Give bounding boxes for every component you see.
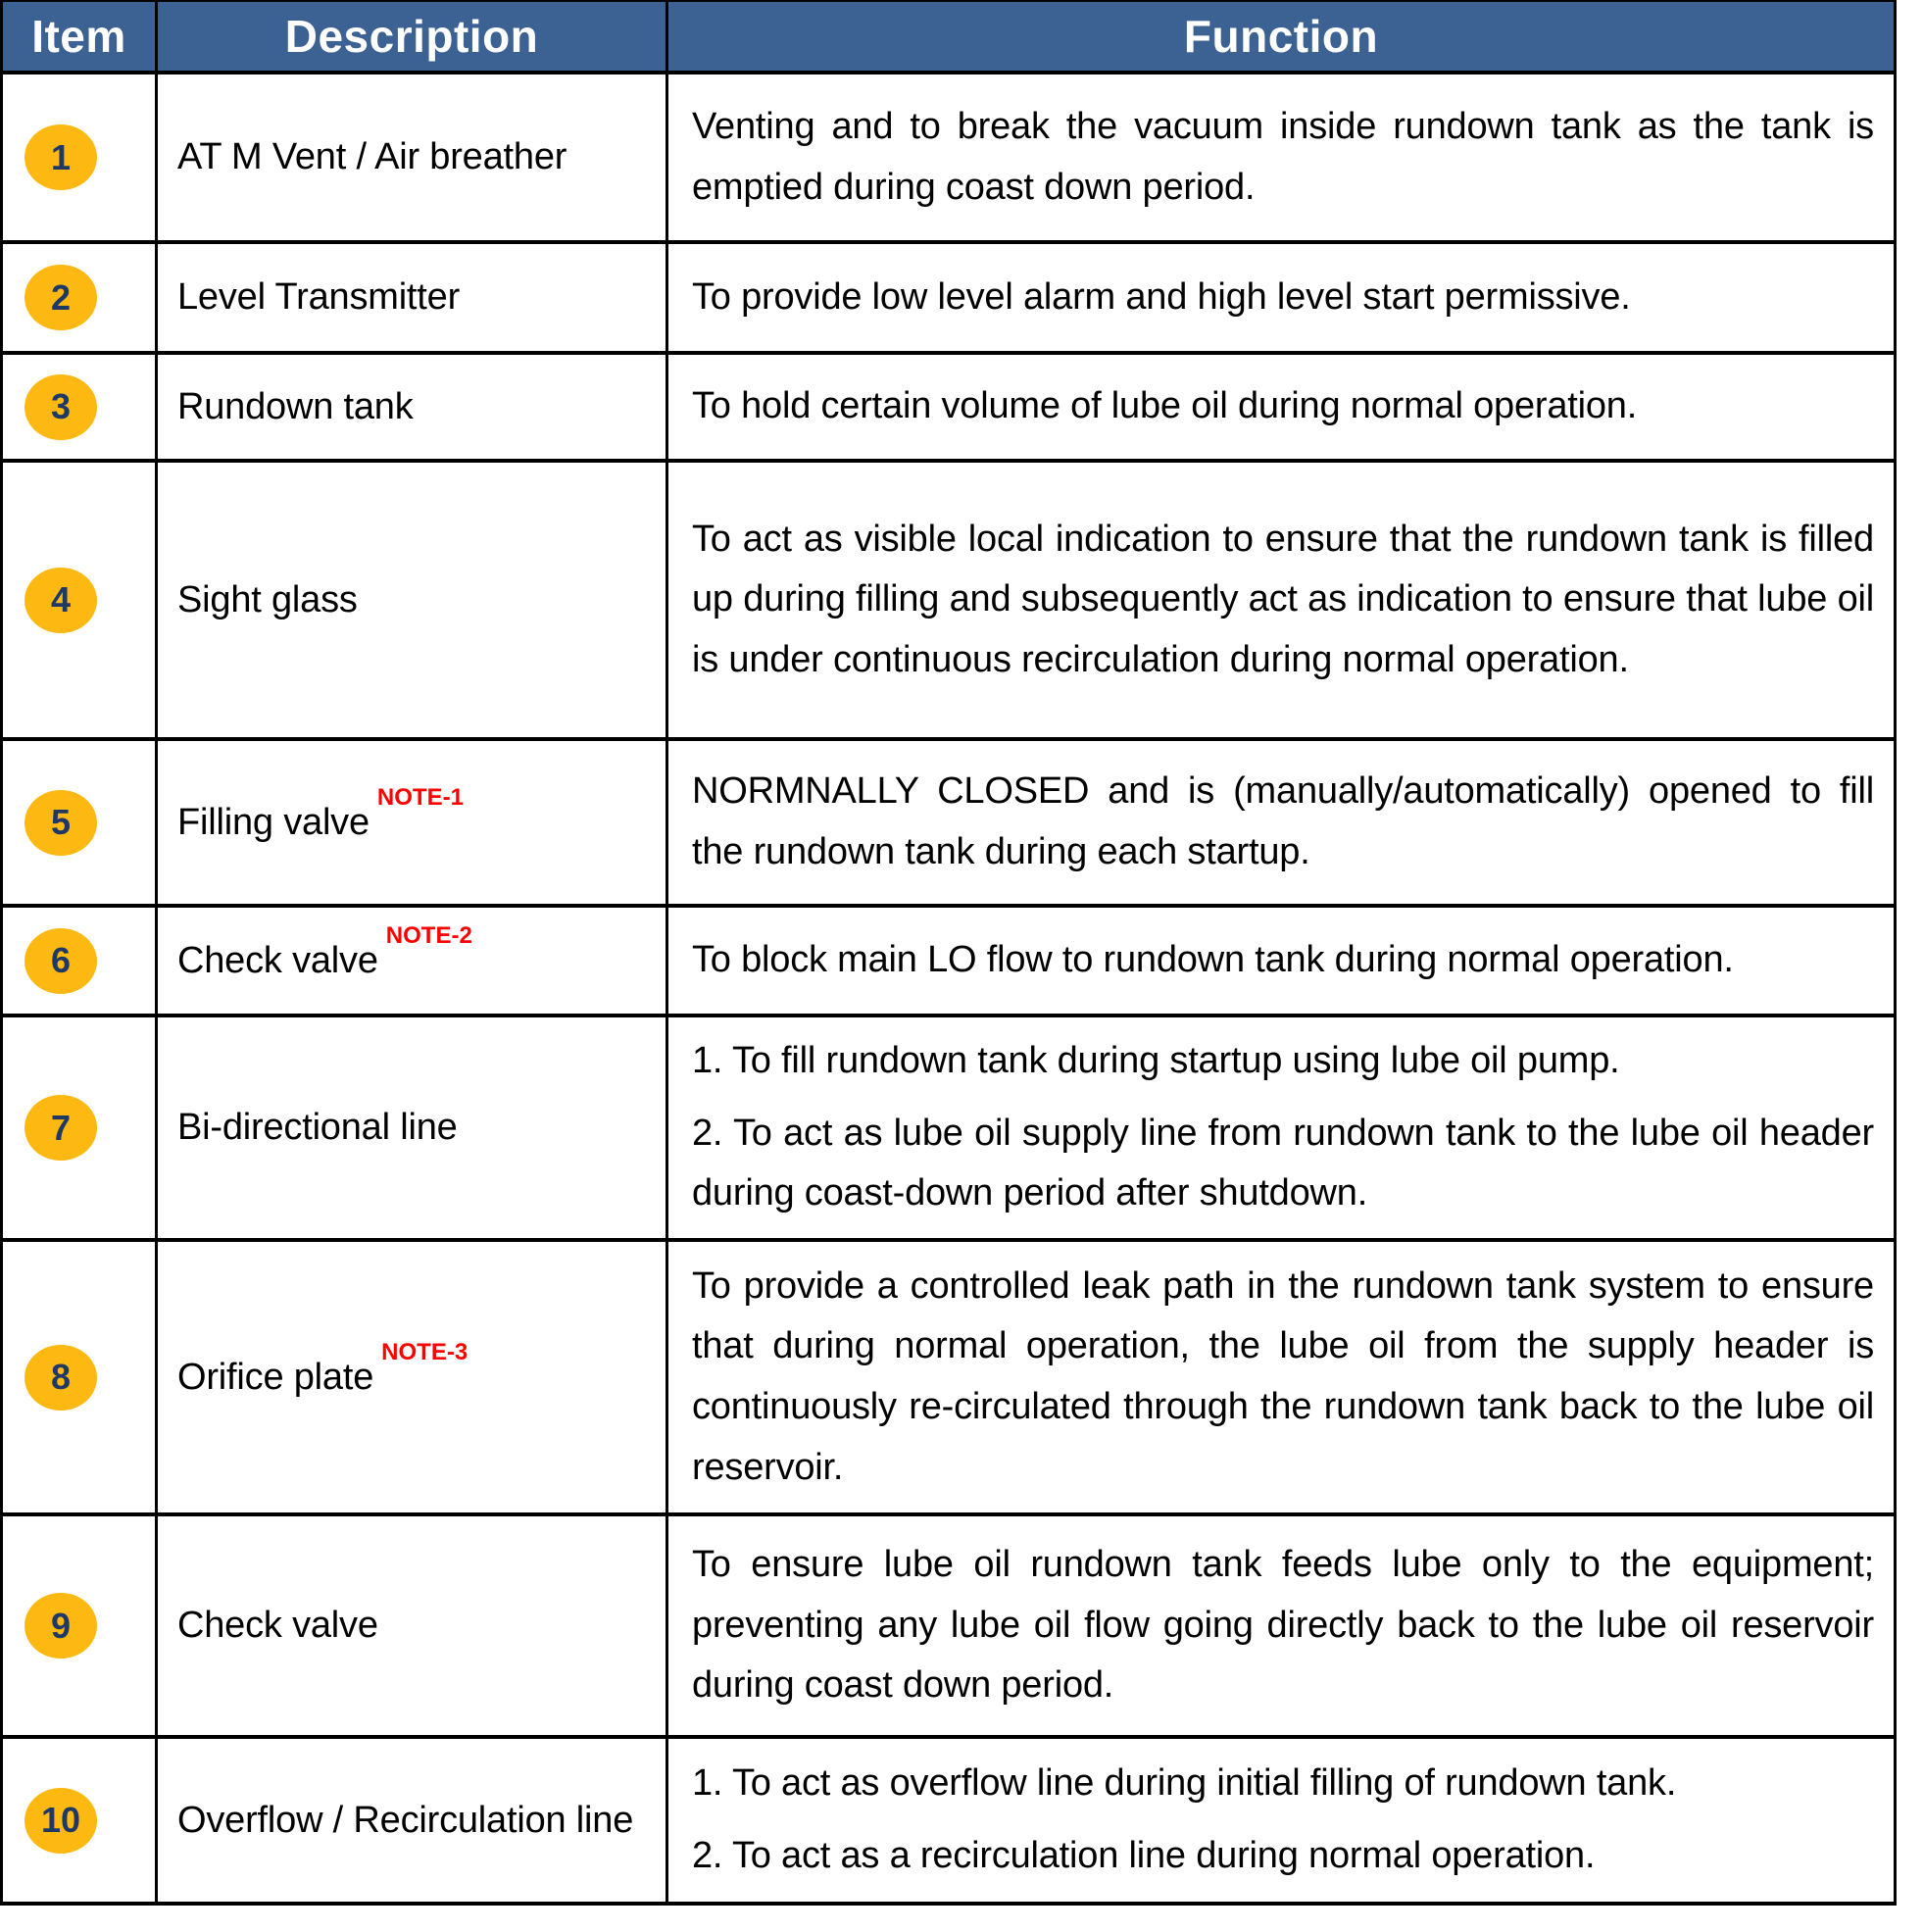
item-number-badge: 1 [25, 124, 97, 190]
col-header-function: Function [667, 1, 1896, 73]
item-number-badge: 4 [25, 568, 97, 633]
col-header-description: Description [157, 1, 667, 73]
description-text: Sight glass [177, 578, 358, 620]
note-reference: NOTE-3 [381, 1338, 468, 1365]
function-cell [667, 353, 1896, 461]
item-cell [2, 1240, 157, 1514]
function-cell [667, 906, 1896, 1016]
function-cell [667, 461, 1896, 739]
function-cell [667, 739, 1896, 906]
description-text: Rundown tank [177, 385, 414, 427]
item-number-badge: 2 [25, 265, 97, 330]
description-text: AT M Vent / Air breather [177, 136, 567, 178]
item-number-badge: 8 [25, 1345, 97, 1411]
description-cell [157, 1240, 667, 1514]
function-paragraph: To provide low level alarm and high level start permissive. [692, 275, 1631, 318]
function-paragraph: 1. To fill rundown tank during startup using lube oil pump. [692, 1040, 1620, 1082]
function-paragraph: 2. To act as a recirculation line during normal operation. [692, 1835, 1596, 1876]
description-text: Orifice plate [177, 1356, 374, 1398]
function-paragraph: 2. To act as lube oil supply line from rundown tank to the lube oil header during coast-down period after shutdown. [692, 1112, 1874, 1214]
item-cell [2, 461, 157, 739]
header-row [2, 1, 1896, 73]
item-cell [2, 242, 157, 353]
col-header-item: Item [2, 1, 157, 73]
description-text: Level Transmitter [177, 276, 461, 319]
description-cell [157, 73, 667, 242]
item-cell [2, 906, 157, 1016]
item-number-badge: 5 [25, 790, 97, 856]
item-cell [2, 353, 157, 461]
function-paragraph: To block main LO flow to rundown tank during normal operation. [692, 939, 1734, 981]
function-paragraph: Venting and to break the vacuum inside rundown tank as the tank is emptied during coast down period. [692, 105, 1874, 208]
description-text: Filling valve [177, 801, 370, 843]
function-cell [667, 1240, 1896, 1514]
description-cell [157, 739, 667, 906]
table-row [2, 461, 1896, 739]
table-row [2, 242, 1896, 353]
function-cell [667, 1737, 1896, 1904]
function-cell [667, 1514, 1896, 1737]
table-row [2, 906, 1896, 1016]
table-row [2, 1737, 1896, 1904]
item-number-badge: 6 [25, 928, 97, 994]
function-paragraph: To provide a controlled leak path in the rundown tank system to ensure that during normal operation, the lube oil from the supply header is continuously re-circulated through the rundown tank back to the lube oil reservoir. [692, 1264, 1874, 1488]
item-number-badge: 7 [25, 1095, 97, 1161]
function-paragraph: To ensure lube oil rundown tank feeds lube only to the equipment; preventing any lube oil flow going directly back to the lube oil reservoir during coast down period. [692, 1544, 1874, 1707]
item-cell [2, 1016, 157, 1240]
description-text: Check valve [177, 1605, 378, 1647]
description-cell [157, 906, 667, 1016]
table-body [2, 73, 1896, 1904]
item-cell [2, 1737, 157, 1904]
item-number-badge: 3 [25, 374, 97, 440]
item-number-badge: 10 [25, 1788, 97, 1854]
function-paragraph: To act as visible local indication to ensure that the rundown tank is filled up during filling and subsequently act as indication to ensure that lube oil is under continuous recirculation during normal operation. [692, 518, 1874, 680]
description-text: Overflow / Recirculation line [177, 1799, 634, 1841]
description-cell [157, 461, 667, 739]
note-reference: NOTE-2 [385, 921, 472, 949]
description-cell [157, 353, 667, 461]
description-cell [157, 1016, 667, 1240]
table-header [2, 1, 1896, 73]
item-cell [2, 739, 157, 906]
table-row [2, 739, 1896, 906]
description-cell [157, 1514, 667, 1737]
table-row [2, 1016, 1896, 1240]
function-paragraph: To hold certain volume of lube oil during normal operation. [692, 385, 1638, 427]
description-cell [157, 1737, 667, 1904]
item-cell [2, 1514, 157, 1737]
description-text: Bi-directional line [177, 1107, 458, 1149]
table-row [2, 353, 1896, 461]
table-row [2, 1240, 1896, 1514]
description-cell [157, 242, 667, 353]
function-cell [667, 242, 1896, 353]
function-paragraph: NORMNALLY CLOSED and is (manually/automatically) opened to fill the rundown tank during each startup. [692, 770, 1874, 872]
description-text: Check valve [177, 939, 378, 981]
function-cell [667, 73, 1896, 242]
item-cell [2, 73, 157, 242]
note-reference: NOTE-1 [376, 783, 464, 811]
function-paragraph: 1. To act as overflow line during initial filling of rundown tank. [692, 1762, 1677, 1805]
table-row [2, 1514, 1896, 1737]
table-row [2, 73, 1896, 242]
item-number-badge: 9 [25, 1593, 97, 1659]
function-cell [667, 1016, 1896, 1240]
